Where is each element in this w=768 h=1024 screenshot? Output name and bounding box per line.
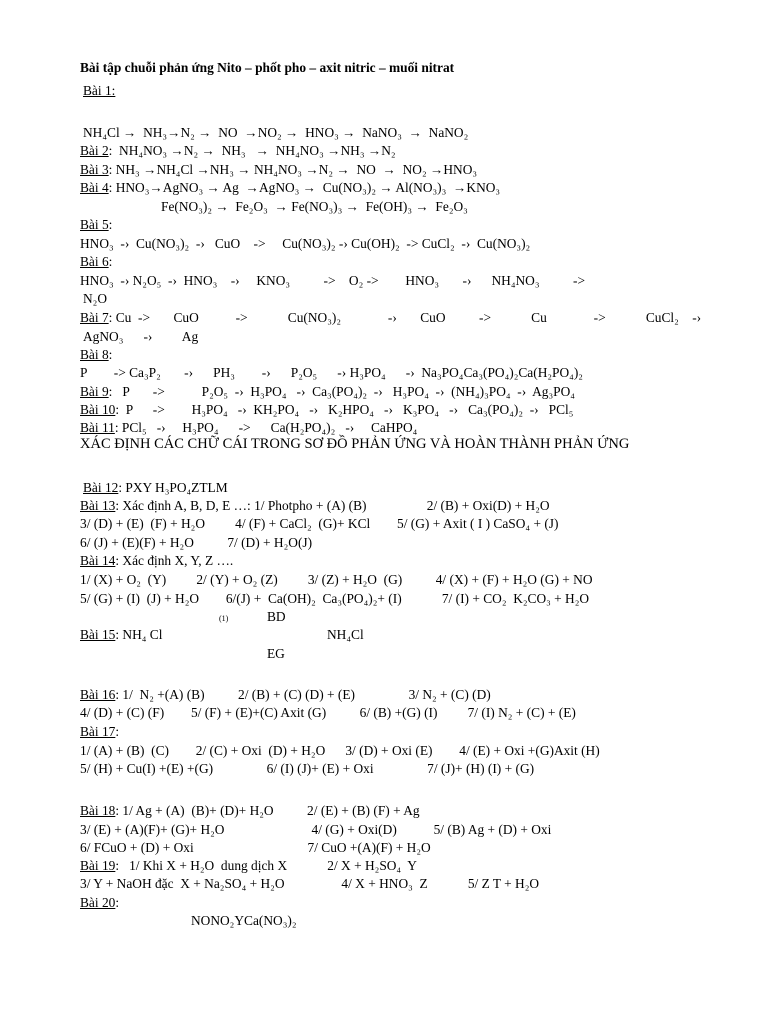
document-title: Bài tập chuỗi phản ứng Nito – phốt pho – axit nitric – muối nitrat bbox=[80, 60, 455, 75]
exercise-3-label: Bài 3 bbox=[80, 162, 109, 177]
exercise-18-label: Bài 18 bbox=[80, 803, 116, 818]
exercise-13 bbox=[80, 498, 550, 514]
exercise-18 bbox=[80, 803, 420, 819]
exercise-14 bbox=[80, 553, 233, 569]
exercise-13-text: : Xác định A, B, D, E …: 1/ Photpho + (A) (B) 2/ (B) + Oxi(D) + H₂O bbox=[115, 498, 550, 513]
exercise-15-eg: EG bbox=[267, 646, 285, 661]
exercise-10 bbox=[80, 402, 573, 418]
exercise-11-label: Bài 11 bbox=[80, 420, 115, 435]
exercise-17-line3: 5/ (H) + Cu(I) +(E) +(G) 6/ (I) (J)+ (E) + Oxi 7/ (J)+ (H) (I) + (G) bbox=[80, 761, 535, 776]
section-heading: XÁC ĐỊNH CÁC CHỮ CÁI TRONG SƠ ĐỒ PHẢN ỨNG VÀ HOÀN THÀNH PHẢN ỨNG bbox=[80, 436, 630, 452]
exercise-16-text: : 1/ N₂ +(A) (B) 2/ (B) + (C) (D) + (E) 3/ N₂ + (C) (D) bbox=[115, 687, 491, 702]
exercise-15-label: Bài 15 bbox=[80, 627, 116, 642]
exercise-5-label: Bài 5 bbox=[80, 217, 109, 232]
exercise-8-header bbox=[80, 347, 112, 363]
exercise-6-chain: HNO₃ -› N₂O₅ -› HNO₃ -› KNO₃ -> O₂ -> HNO₃ -› NH₄NO₃ -> bbox=[80, 273, 586, 288]
exercise-10-chain: : P -> H₃PO₄ -› KH₂PO₄ -› K₂HPO₄ -› K₃PO₄ -› Ca₃(PO₄)₂ -› PCl₅ bbox=[115, 402, 574, 417]
exercise-6-label: Bài 6 bbox=[80, 254, 109, 269]
exercise-17-colon: : bbox=[115, 724, 120, 739]
exercise-2-chain: : NH₄NO₃ →N₂ → NH₃ → NH₄NO₃ →NH₃ →N₂ bbox=[108, 143, 396, 158]
exercise-4-label: Bài 4 bbox=[80, 180, 109, 195]
exercise-14-label: Bài 14 bbox=[80, 553, 116, 568]
exercise-8-label: Bài 8 bbox=[80, 347, 109, 362]
exercise-17-line2: 1/ (A) + (B) (C) 2/ (C) + Oxi (D) + H₂O 3/ (D) + Oxi (E) 4/ (E) + Oxi +(G)Axit (H) bbox=[80, 743, 600, 758]
exercise-4 bbox=[80, 180, 500, 196]
exercise-3-chain: : NH₃ →NH₄Cl →NH₃ → NH₄NO₃ →N₂ → NO → NO₂ →HNO₃ bbox=[108, 162, 478, 177]
exercise-6-chain-line2: N₂O bbox=[83, 291, 108, 306]
exercise-18-line2: 3/ (E) + (A)(F)+ (G)+ H₂O 4/ (G) + Oxi(D) 5/ (B) Ag + (D) + Oxi bbox=[80, 822, 552, 837]
exercise-9-chain: : P -> P₂O₅ -› H₃PO₄ -› Ca₃(PO₄)₂ -› H₃PO₄ -› (NH₄)₃PO₄ -› Ag₃PO₄ bbox=[108, 384, 575, 399]
exercise-7-chain: : Cu -> CuO -> Cu(NO₃)₂ -› CuO -> Cu -> CuCl₂ -› bbox=[108, 310, 702, 325]
exercise-7-label: Bài 7 bbox=[80, 310, 109, 325]
exercise-15-bd: BD bbox=[267, 609, 286, 624]
exercise-2-label: Bài 2 bbox=[80, 143, 109, 158]
exercise-19 bbox=[80, 858, 417, 874]
exercise-18-text: : 1/ Ag + (A) (B)+ (D)+ H₂O 2/ (E) + (B) (F) + Ag bbox=[115, 803, 420, 818]
exercise-15-text: : NH₄ Cl bbox=[115, 627, 163, 642]
exercise-13-line2: 3/ (D) + (E) (F) + H₂O 4/ (F) + CaCl₂ (G)+ KCl 5/ (G) + Axit ( I ) CaSO₄ + (J) bbox=[80, 516, 559, 531]
exercise-20-label: Bài 20 bbox=[80, 895, 116, 910]
exercise-15-right: NH₄Cl bbox=[327, 627, 364, 642]
exercise-20-line2: NONO₂YCa(NO₃)₂ bbox=[191, 913, 297, 928]
exercise-6-header bbox=[80, 254, 112, 270]
exercise-13-label: Bài 13 bbox=[80, 498, 116, 513]
exercise-5-colon: : bbox=[108, 217, 113, 232]
exercise-1-label: Bài 1: bbox=[83, 83, 116, 98]
exercise-5-chain: HNO₃ -› Cu(NO₃)₂ -› CuO -> Cu(NO₃)₂ -› Cu(OH)₂ -> CuCl₂ -› Cu(NO₃)₂ bbox=[80, 236, 531, 251]
exercise-12-label: Bài 12 bbox=[83, 480, 119, 495]
exercise-19-line2: 3/ Y + NaOH đặc X + Na₂SO₄ + H₂O 4/ X + HNO₃ Z 5/ Z T + H₂O bbox=[80, 876, 540, 891]
exercise-13-line3: 6/ (J) + (E)(F) + H₂O 7/ (D) + H₂O(J) bbox=[80, 535, 313, 550]
exercise-17-label: Bài 17 bbox=[80, 724, 116, 739]
exercise-6-colon: : bbox=[108, 254, 113, 269]
exercise-8-colon: : bbox=[108, 347, 113, 362]
exercise-16 bbox=[80, 687, 491, 703]
exercise-8-chain: P -> Ca₃P₂ -› PH₃ -› P₂O₅ -› H₃PO₄ -› Na₃PO₄Ca₃(PO₄)₂Ca(H₂PO₄)₂ bbox=[80, 365, 583, 380]
exercise-15 bbox=[80, 627, 162, 643]
exercise-7 bbox=[80, 310, 701, 326]
exercise-9 bbox=[80, 384, 575, 400]
exercise-7-chain-line2: AgNO₃ -› Ag bbox=[83, 329, 199, 344]
exercise-9-label: Bài 9 bbox=[80, 384, 109, 399]
exercise-17-header bbox=[80, 724, 119, 740]
exercise-4-chain-line2: Fe(NO₃)₂ → Fe₂O₃ → Fe(NO₃)₃ → Fe(OH)₃ → Fe₂O₃ bbox=[161, 199, 468, 214]
exercise-11-chain: : PCl₅ -› H₃PO₄ -> Ca(H₂PO₄)₂ -› CaHPO₄ bbox=[114, 420, 418, 435]
exercise-19-label: Bài 19 bbox=[80, 858, 116, 873]
exercise-14-line3: 5/ (G) + (I) (J) + H₂O 6/(J) + Ca(OH)₂ Ca₃(PO₄)₂+ (I) 7/ (I) + CO₂ K₂CO₃ + H₂O bbox=[80, 591, 590, 606]
exercise-14-line2: 1/ (X) + O₂ (Y) 2/ (Y) + O₂ (Z) 3/ (Z) + H₂O (G) 4/ (X) + (F) + H₂O (G) + NO bbox=[80, 572, 593, 587]
exercise-3 bbox=[80, 162, 477, 178]
exercise-19-text: : 1/ Khi X + H₂O dung dịch X 2/ X + H₂SO₄ Y bbox=[115, 858, 417, 873]
exercise-1-chain: NH₄Cl → NH₃→N₂ → NO →NO₂ → HNO₃ → NaNO₃ → NaNO₂ bbox=[83, 125, 469, 140]
exercise-12-text: : PXY H₃PO₄ZTLM bbox=[118, 480, 228, 495]
exercise-10-label: Bài 10 bbox=[80, 402, 116, 417]
exercise-14-text: : Xác định X, Y, Z …. bbox=[115, 553, 234, 568]
exercise-18-line3: 6/ FCuO + (D) + Oxi 7/ CuO +(A)(F) + H₂O bbox=[80, 840, 431, 855]
exercise-5-header bbox=[80, 217, 112, 233]
exercise-20-header bbox=[80, 895, 119, 911]
exercise-16-line2: 4/ (D) + (C) (F) 5/ (F) + (E)+(C) Axit (G) 6/ (B) +(G) (I) 7/ (I) N₂ + (C) + (E) bbox=[80, 705, 576, 720]
exercise-20-colon: : bbox=[115, 895, 120, 910]
exercise-4-chain: : HNO₃→AgNO₃ → Ag →AgNO₃ → Cu(NO₃)₂ → Al(NO₃)₃ →KNO₃ bbox=[108, 180, 501, 195]
reaction-marker: (1) bbox=[219, 614, 229, 623]
exercise-12 bbox=[83, 480, 228, 496]
exercise-16-label: Bài 16 bbox=[80, 687, 116, 702]
exercise-2 bbox=[80, 143, 396, 159]
exercise-11 bbox=[80, 420, 417, 436]
